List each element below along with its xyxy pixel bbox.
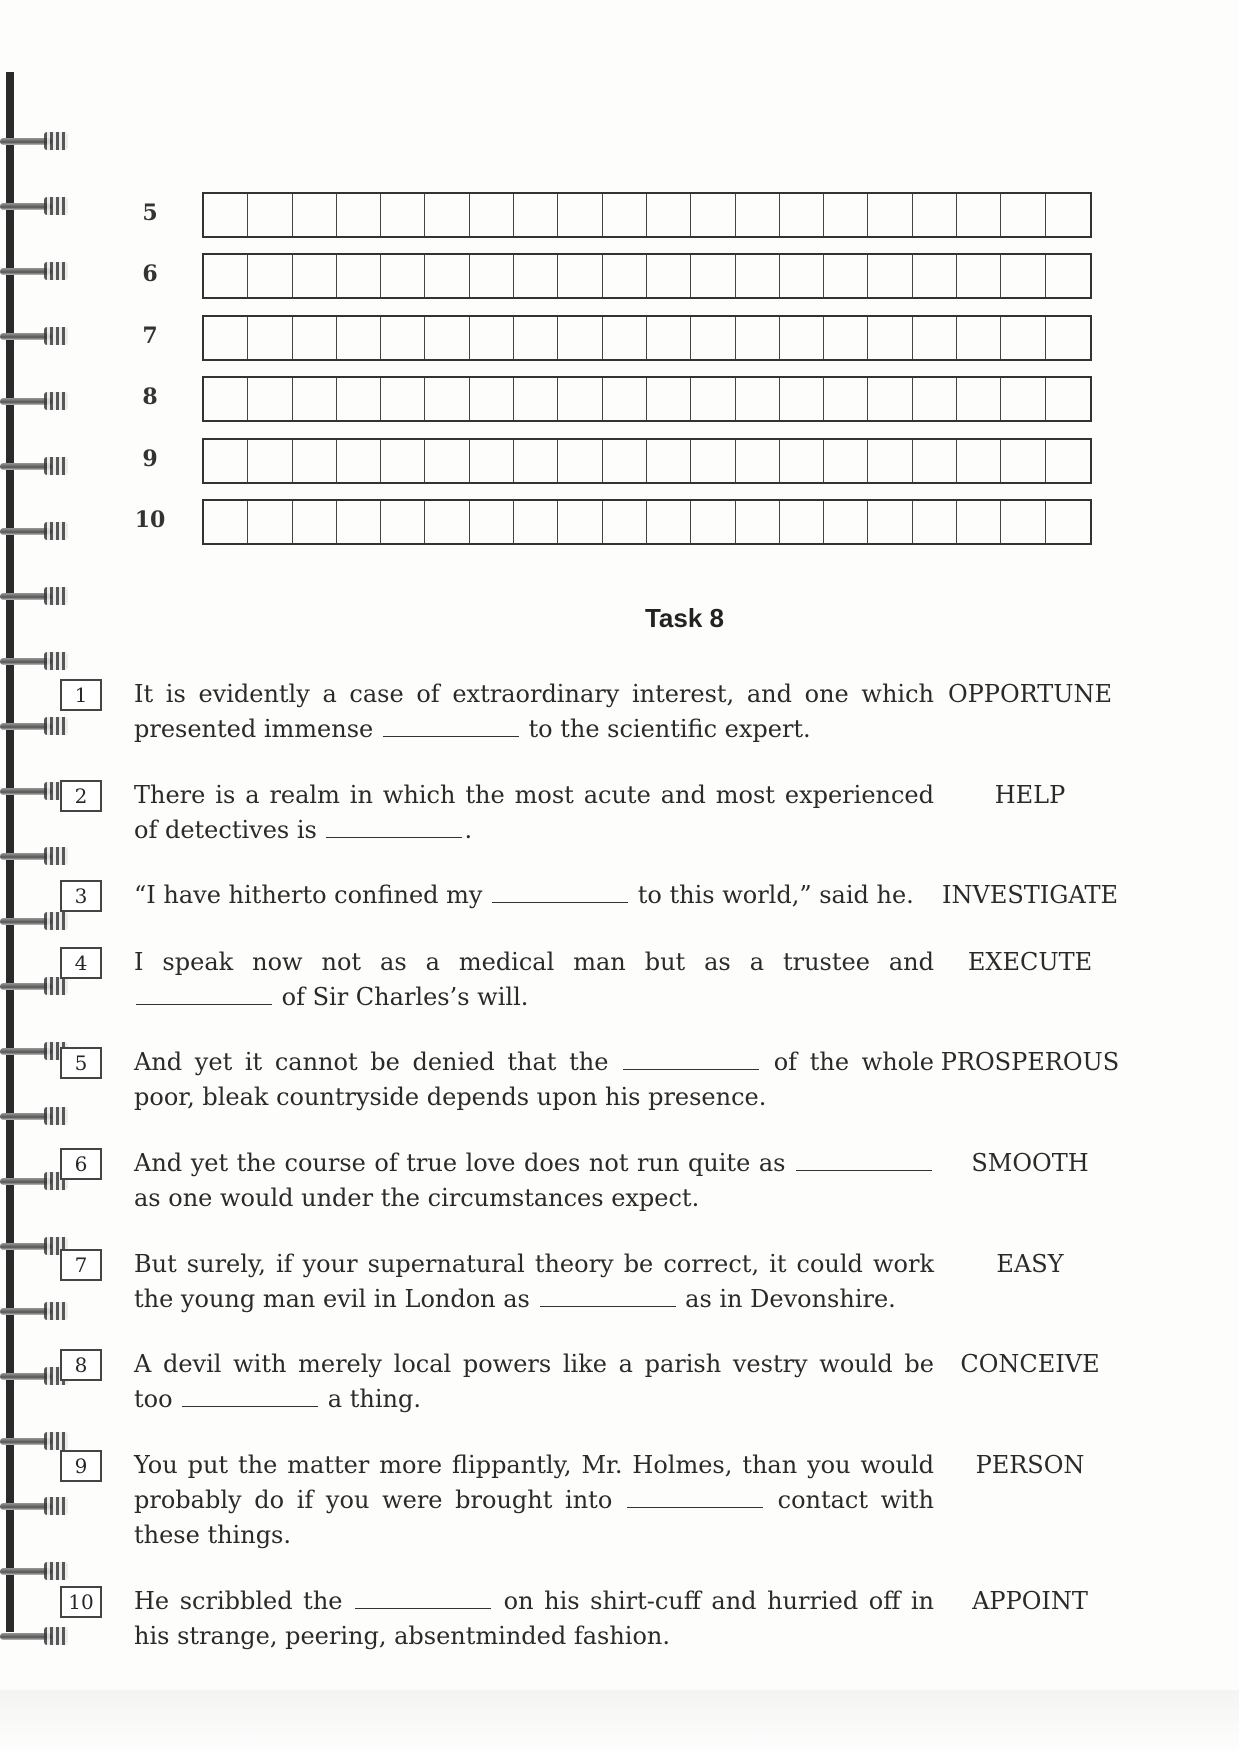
sentence-start: You put the matter more flippantly, Mr. Holmes, than you would probably do if you were brought into <box>134 1451 934 1514</box>
answer-box[interactable] <box>868 255 912 297</box>
sentence-end: a thing. <box>320 1385 421 1413</box>
root-word: CONCEIVE <box>960 1350 1100 1378</box>
root-word: PERSON <box>975 1451 1085 1479</box>
answer-box[interactable] <box>736 194 780 236</box>
root-word: HELP <box>994 781 1066 809</box>
answer-box[interactable] <box>824 255 868 297</box>
answer-box[interactable] <box>514 317 558 359</box>
answer-box[interactable] <box>868 378 912 420</box>
answer-box[interactable] <box>204 194 248 236</box>
answer-box[interactable] <box>558 194 602 236</box>
answer-box[interactable] <box>337 194 381 236</box>
answer-box[interactable] <box>293 255 337 297</box>
answer-box[interactable] <box>337 255 381 297</box>
answer-gap[interactable] <box>796 1150 932 1171</box>
task-title <box>0 603 1239 634</box>
spiral-ring <box>0 195 74 217</box>
item-sentence <box>134 1584 934 1654</box>
answer-box[interactable] <box>337 317 381 359</box>
answer-box[interactable] <box>647 501 691 543</box>
sentence-end: of the whole poor, bleak countryside depends upon his presence. <box>134 1048 935 1111</box>
answer-box[interactable] <box>248 501 292 543</box>
answer-box[interactable] <box>736 378 780 420</box>
answer-box[interactable] <box>425 378 469 420</box>
answer-box[interactable] <box>425 255 469 297</box>
answer-box[interactable] <box>736 255 780 297</box>
item-sentence <box>134 677 934 747</box>
sentence-end: as in Devonshire. <box>677 1285 896 1313</box>
answer-box[interactable] <box>293 194 337 236</box>
answer-box[interactable] <box>514 194 558 236</box>
root-word: APPOINT <box>972 1587 1088 1615</box>
answer-box[interactable] <box>1001 194 1045 236</box>
answer-gap[interactable] <box>355 1588 491 1609</box>
answer-box[interactable] <box>381 440 425 482</box>
answer-box[interactable] <box>647 440 691 482</box>
grid-row-label: 5 <box>142 200 158 226</box>
item-number: 9 <box>60 1450 102 1482</box>
answer-box[interactable] <box>780 378 824 420</box>
answer-box[interactable] <box>780 501 824 543</box>
sentence-end: to the scientific expert. <box>520 715 811 743</box>
item-number: 7 <box>60 1249 102 1281</box>
answer-box[interactable] <box>558 501 602 543</box>
answer-box[interactable] <box>1046 440 1090 482</box>
answer-box[interactable] <box>691 440 735 482</box>
answer-box[interactable] <box>248 255 292 297</box>
answer-gap[interactable] <box>540 1286 676 1307</box>
answer-box[interactable] <box>824 440 868 482</box>
spiral-ring <box>0 390 74 412</box>
answer-box[interactable] <box>824 317 868 359</box>
page-bottom-edge <box>0 1690 1239 1754</box>
answer-box[interactable] <box>868 194 912 236</box>
answer-box[interactable] <box>293 317 337 359</box>
answer-box[interactable] <box>736 317 780 359</box>
item-number: 10 <box>60 1586 102 1618</box>
answer-box[interactable] <box>957 501 1001 543</box>
root-word: EXECUTE <box>967 948 1093 976</box>
answer-box[interactable] <box>381 317 425 359</box>
answer-box[interactable] <box>470 194 514 236</box>
answer-box[interactable] <box>780 317 824 359</box>
answer-box[interactable] <box>647 317 691 359</box>
sentence-start: I speak now not as a medical man but as a trustee and <box>134 948 934 976</box>
sentence-start: But surely, if your supernatural theory be correct, it could work the young man evil in London as <box>134 1250 934 1313</box>
spiral-ring <box>0 1430 74 1452</box>
answer-gap[interactable] <box>623 1049 759 1070</box>
answer-box[interactable] <box>913 378 957 420</box>
item-number: 4 <box>60 947 102 979</box>
answer-box[interactable] <box>470 440 514 482</box>
item-number: 6 <box>60 1148 102 1180</box>
spiral-ring <box>0 260 74 282</box>
answer-box[interactable] <box>824 194 868 236</box>
sentence-start: He scribbled the <box>134 1587 354 1615</box>
answer-box[interactable] <box>603 194 647 236</box>
answer-box[interactable] <box>691 378 735 420</box>
item-number: 2 <box>60 780 102 812</box>
answer-box[interactable] <box>470 255 514 297</box>
grid-row-label: 7 <box>142 323 158 349</box>
item-number: 8 <box>60 1349 102 1381</box>
answer-box[interactable] <box>558 317 602 359</box>
task-title-text: Task 8 <box>644 603 724 633</box>
answer-box[interactable] <box>514 440 558 482</box>
answer-box[interactable] <box>204 501 248 543</box>
sentence-end: to this world,” said he. <box>630 881 914 909</box>
spiral-ring <box>0 910 74 932</box>
answer-gap[interactable] <box>182 1386 318 1407</box>
spiral-ring <box>0 1300 74 1322</box>
spiral-ring <box>0 845 74 867</box>
answer-gap[interactable] <box>492 882 628 903</box>
item-sentence <box>134 1448 934 1553</box>
answer-gap[interactable] <box>326 817 462 838</box>
grid-row-label: 9 <box>142 446 158 472</box>
grid-row-6 <box>130 253 1130 301</box>
answer-box[interactable] <box>514 255 558 297</box>
answer-box[interactable] <box>248 378 292 420</box>
grid-row-boxes <box>202 192 1092 238</box>
spiral-ring <box>0 650 74 672</box>
answer-box[interactable] <box>780 194 824 236</box>
root-word: EASY <box>996 1250 1064 1278</box>
spiral-ring <box>0 1560 74 1582</box>
answer-box[interactable] <box>425 194 469 236</box>
answer-box[interactable] <box>470 378 514 420</box>
answer-box[interactable] <box>868 501 912 543</box>
answer-box[interactable] <box>204 440 248 482</box>
spiral-ring <box>0 1105 74 1127</box>
answer-box[interactable] <box>293 378 337 420</box>
answer-box[interactable] <box>293 501 337 543</box>
answer-box[interactable] <box>780 440 824 482</box>
spiral-ring <box>0 1625 74 1647</box>
grid-row-8 <box>130 376 1130 424</box>
grid-row-label: 10 <box>134 507 166 533</box>
grid-row-label: 6 <box>142 261 158 287</box>
sentence-start: And yet the course of true love does not run quite as <box>134 1149 794 1177</box>
answer-box[interactable] <box>425 440 469 482</box>
root-word: PROSPEROUS <box>940 1048 1120 1076</box>
sentence-start: It is evidently a case of extraordinary interest, and one which presented immense <box>134 680 934 743</box>
grid-row-boxes <box>202 253 1092 299</box>
root-word: SMOOTH <box>971 1149 1089 1177</box>
grid-row-5 <box>130 192 1130 240</box>
answer-box[interactable] <box>1046 378 1090 420</box>
answer-box[interactable] <box>603 255 647 297</box>
grid-row-boxes <box>202 438 1092 484</box>
grid-row-9 <box>130 438 1130 486</box>
answer-box[interactable] <box>824 378 868 420</box>
item-number: 1 <box>60 679 102 711</box>
answer-box[interactable] <box>470 501 514 543</box>
answer-box[interactable] <box>647 194 691 236</box>
answer-gap[interactable] <box>383 716 519 737</box>
item-sentence <box>134 1146 934 1216</box>
answer-box[interactable] <box>1001 501 1045 543</box>
answer-box[interactable] <box>691 317 735 359</box>
answer-box[interactable] <box>957 378 1001 420</box>
item-number: 5 <box>60 1047 102 1079</box>
answer-box[interactable] <box>1046 317 1090 359</box>
answer-box[interactable] <box>957 317 1001 359</box>
item-sentence <box>134 1045 934 1115</box>
spiral-ring <box>0 325 74 347</box>
answer-box[interactable] <box>913 440 957 482</box>
item-sentence <box>134 1347 934 1417</box>
answer-box[interactable] <box>558 255 602 297</box>
answer-box[interactable] <box>691 255 735 297</box>
answer-box[interactable] <box>1046 501 1090 543</box>
answer-box[interactable] <box>603 440 647 482</box>
item-sentence <box>134 778 934 848</box>
sentence-end: on his shirt-cuff and hurried off in his strange, peering, absentminded fashion. <box>134 1587 935 1650</box>
answer-box[interactable] <box>868 440 912 482</box>
answer-box[interactable] <box>558 378 602 420</box>
answer-box[interactable] <box>204 255 248 297</box>
answer-box[interactable] <box>736 501 780 543</box>
spiral-ring <box>0 520 74 542</box>
answer-box[interactable] <box>337 378 381 420</box>
item-number: 3 <box>60 880 102 912</box>
answer-box[interactable] <box>337 440 381 482</box>
answer-box[interactable] <box>514 501 558 543</box>
item-sentence <box>134 878 934 913</box>
answer-box[interactable] <box>603 501 647 543</box>
sentence-end: contact with these things. <box>134 1486 935 1549</box>
answer-box[interactable] <box>204 378 248 420</box>
root-word: OPPORTUNE <box>947 680 1113 708</box>
answer-box[interactable] <box>1001 378 1045 420</box>
answer-box[interactable] <box>868 317 912 359</box>
item-sentence <box>134 945 934 1015</box>
grid-row-boxes <box>202 315 1092 361</box>
root-word: INVESTIGATE <box>942 881 1118 909</box>
answer-box[interactable] <box>691 501 735 543</box>
spiral-ring <box>0 715 74 737</box>
answer-box[interactable] <box>780 255 824 297</box>
grid-row-7 <box>130 315 1130 363</box>
answer-box[interactable] <box>603 378 647 420</box>
sentence-start: A devil with merely local powers like a parish vestry would be too <box>134 1350 934 1413</box>
answer-box[interactable] <box>957 255 1001 297</box>
answer-box[interactable] <box>381 501 425 543</box>
answer-box[interactable] <box>1001 255 1045 297</box>
answer-box[interactable] <box>381 378 425 420</box>
item-sentence <box>134 1247 934 1317</box>
answer-gap[interactable] <box>627 1487 763 1508</box>
answer-box[interactable] <box>337 501 381 543</box>
answer-box[interactable] <box>381 255 425 297</box>
answer-box[interactable] <box>603 317 647 359</box>
sentence-start: “I have hitherto confined my <box>134 881 491 909</box>
answer-box[interactable] <box>957 194 1001 236</box>
answer-box[interactable] <box>248 440 292 482</box>
sentence-start: And yet it cannot be denied that the <box>134 1048 622 1076</box>
answer-box[interactable] <box>558 440 602 482</box>
spiral-ring <box>0 455 74 477</box>
answer-box[interactable] <box>913 317 957 359</box>
grid-row-boxes <box>202 376 1092 422</box>
answer-box[interactable] <box>204 317 248 359</box>
answer-box[interactable] <box>691 194 735 236</box>
answer-box[interactable] <box>1046 194 1090 236</box>
answer-box[interactable] <box>1001 440 1045 482</box>
sentence-end: of Sir Charles’s will. <box>274 983 529 1011</box>
answer-box[interactable] <box>248 317 292 359</box>
answer-box[interactable] <box>248 194 292 236</box>
answer-box[interactable] <box>425 317 469 359</box>
spiral-ring <box>0 1495 74 1517</box>
answer-box[interactable] <box>647 378 691 420</box>
answer-box[interactable] <box>1046 255 1090 297</box>
answer-box[interactable] <box>514 378 558 420</box>
answer-box[interactable] <box>913 501 957 543</box>
grid-row-10 <box>130 499 1130 547</box>
answer-box[interactable] <box>736 440 780 482</box>
answer-box[interactable] <box>1001 317 1045 359</box>
grid-row-label: 8 <box>142 384 158 410</box>
answer-box[interactable] <box>824 501 868 543</box>
answer-box[interactable] <box>470 317 514 359</box>
sentence-start: There is a realm in which the most acute and most experienced of detectives is <box>134 781 934 844</box>
answer-box[interactable] <box>425 501 469 543</box>
answer-box[interactable] <box>913 255 957 297</box>
answer-box[interactable] <box>913 194 957 236</box>
answer-gap[interactable] <box>136 984 272 1005</box>
answer-box[interactable] <box>293 440 337 482</box>
grid-row-boxes <box>202 499 1092 545</box>
sentence-end: as one would under the circumstances expect. <box>134 1184 700 1212</box>
sentence-end: . <box>464 816 473 844</box>
answer-box[interactable] <box>957 440 1001 482</box>
answer-box[interactable] <box>381 194 425 236</box>
answer-box[interactable] <box>647 255 691 297</box>
spiral-ring <box>0 130 74 152</box>
